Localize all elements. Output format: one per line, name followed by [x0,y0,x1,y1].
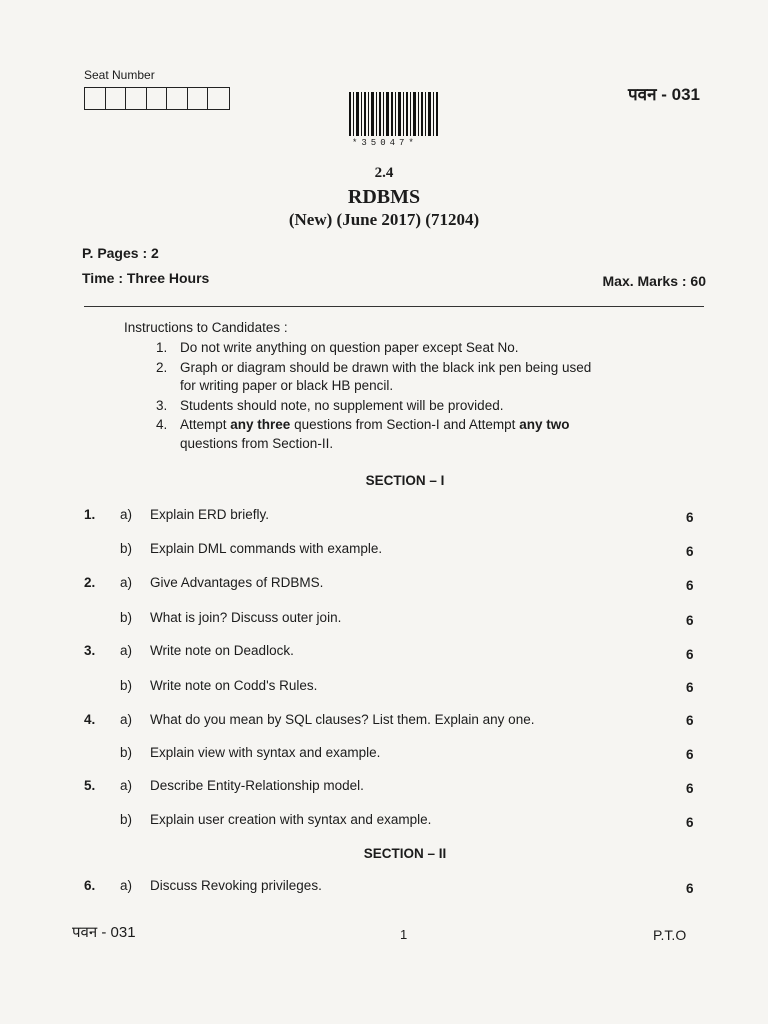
question-part: a) [120,778,133,793]
question-text: Explain ERD briefly. [150,507,270,522]
question-marks: 6 [686,510,694,525]
divider [84,306,704,307]
paper-code: पवन - 031 [628,85,701,104]
instruction-item-continued [156,378,676,393]
footer-paper-code: पवन - 031 [72,924,136,941]
question-marks: 6 [686,578,694,593]
question-number: 5. [84,778,96,793]
instruction-text: Graph or diagram should be drawn with the black ink pen being used [180,360,592,375]
question-part: a) [120,878,133,893]
barcode-icon [349,92,439,136]
question-marks: 6 [686,747,694,762]
question-text: Give Advantages of RDBMS. [150,575,324,590]
instruction-text: Do not write anything on question paper except Seat No. [180,340,519,355]
instruction-text: for writing paper or black HB pencil. [180,378,394,393]
page-count: P. Pages : 2 [82,245,159,261]
subject-code: 2.4 [374,165,394,181]
seat-box [188,88,209,109]
instruction-number: 4. [156,417,168,432]
question-marks: 6 [686,781,694,796]
instruction-item [156,360,676,375]
question-marks: 6 [686,815,694,830]
question-part: a) [120,712,133,727]
question-marks: 6 [686,881,694,896]
question-text: Explain user creation with syntax and example. [150,812,432,827]
question-part: b) [120,812,133,827]
section-heading: SECTION – I [365,473,445,488]
instructions-heading: Instructions to Candidates : [124,320,288,335]
instruction-number: 2. [156,360,168,375]
question-marks: 6 [686,647,694,662]
question-part: b) [120,678,133,693]
question-text: Explain DML commands with example. [150,541,383,556]
seat-box [208,88,229,109]
question-number: 3. [84,643,96,658]
question-text: Explain view with syntax and example. [150,745,381,760]
barcode-number: *35047* [352,138,418,148]
question-part: b) [120,610,133,625]
seat-box [147,88,168,109]
question-marks: 6 [686,613,694,628]
page-number: 1 [400,927,408,942]
pto-label: P.T.O [653,927,687,943]
page-title: RDBMS [347,186,421,208]
seat-box [85,88,106,109]
question-part: b) [120,541,133,556]
question-text: Write note on Deadlock. [150,643,294,658]
question-part: a) [120,575,133,590]
question-text: Write note on Codd's Rules. [150,678,318,693]
question-marks: 6 [686,713,694,728]
instruction-item [156,340,676,355]
question-number: 6. [84,878,96,893]
seat-number-label: Seat Number [84,68,155,82]
question-text: Discuss Revoking privileges. [150,878,322,893]
instruction-text: questions from Section-I and Attempt [290,417,520,432]
question-marks: 6 [686,544,694,559]
instruction-number: 1. [156,340,168,355]
question-part: b) [120,745,133,760]
instruction-item [156,417,676,432]
exam-time: Time : Three Hours [82,270,210,286]
instruction-emphasis: any three [230,417,291,432]
question-number: 4. [84,712,96,727]
max-marks: Max. Marks : 60 [602,273,706,289]
instruction-item [156,398,676,413]
seat-box [167,88,188,109]
exam-subtitle: (New) (June 2017) (71204) [288,210,480,229]
seat-box [106,88,127,109]
instruction-number: 3. [156,398,168,413]
instruction-text: Attempt [180,417,231,432]
question-text: What do you mean by SQL clauses? List them. Explain any one. [150,712,535,727]
instruction-emphasis: any two [519,417,570,432]
question-number: 1. [84,507,96,522]
section-heading: SECTION – II [363,846,447,861]
question-text: Describe Entity-Relationship model. [150,778,364,793]
instruction-text: Students should note, no supplement will be provided. [180,398,504,413]
question-number: 2. [84,575,96,590]
seat-box [126,88,147,109]
question-part: a) [120,507,133,522]
seat-number-boxes [84,87,230,110]
instruction-item-continued [156,436,676,451]
question-text: What is join? Discuss outer join. [150,610,342,625]
question-part: a) [120,643,133,658]
instruction-text: questions from Section-II. [180,436,334,451]
question-marks: 6 [686,680,694,695]
